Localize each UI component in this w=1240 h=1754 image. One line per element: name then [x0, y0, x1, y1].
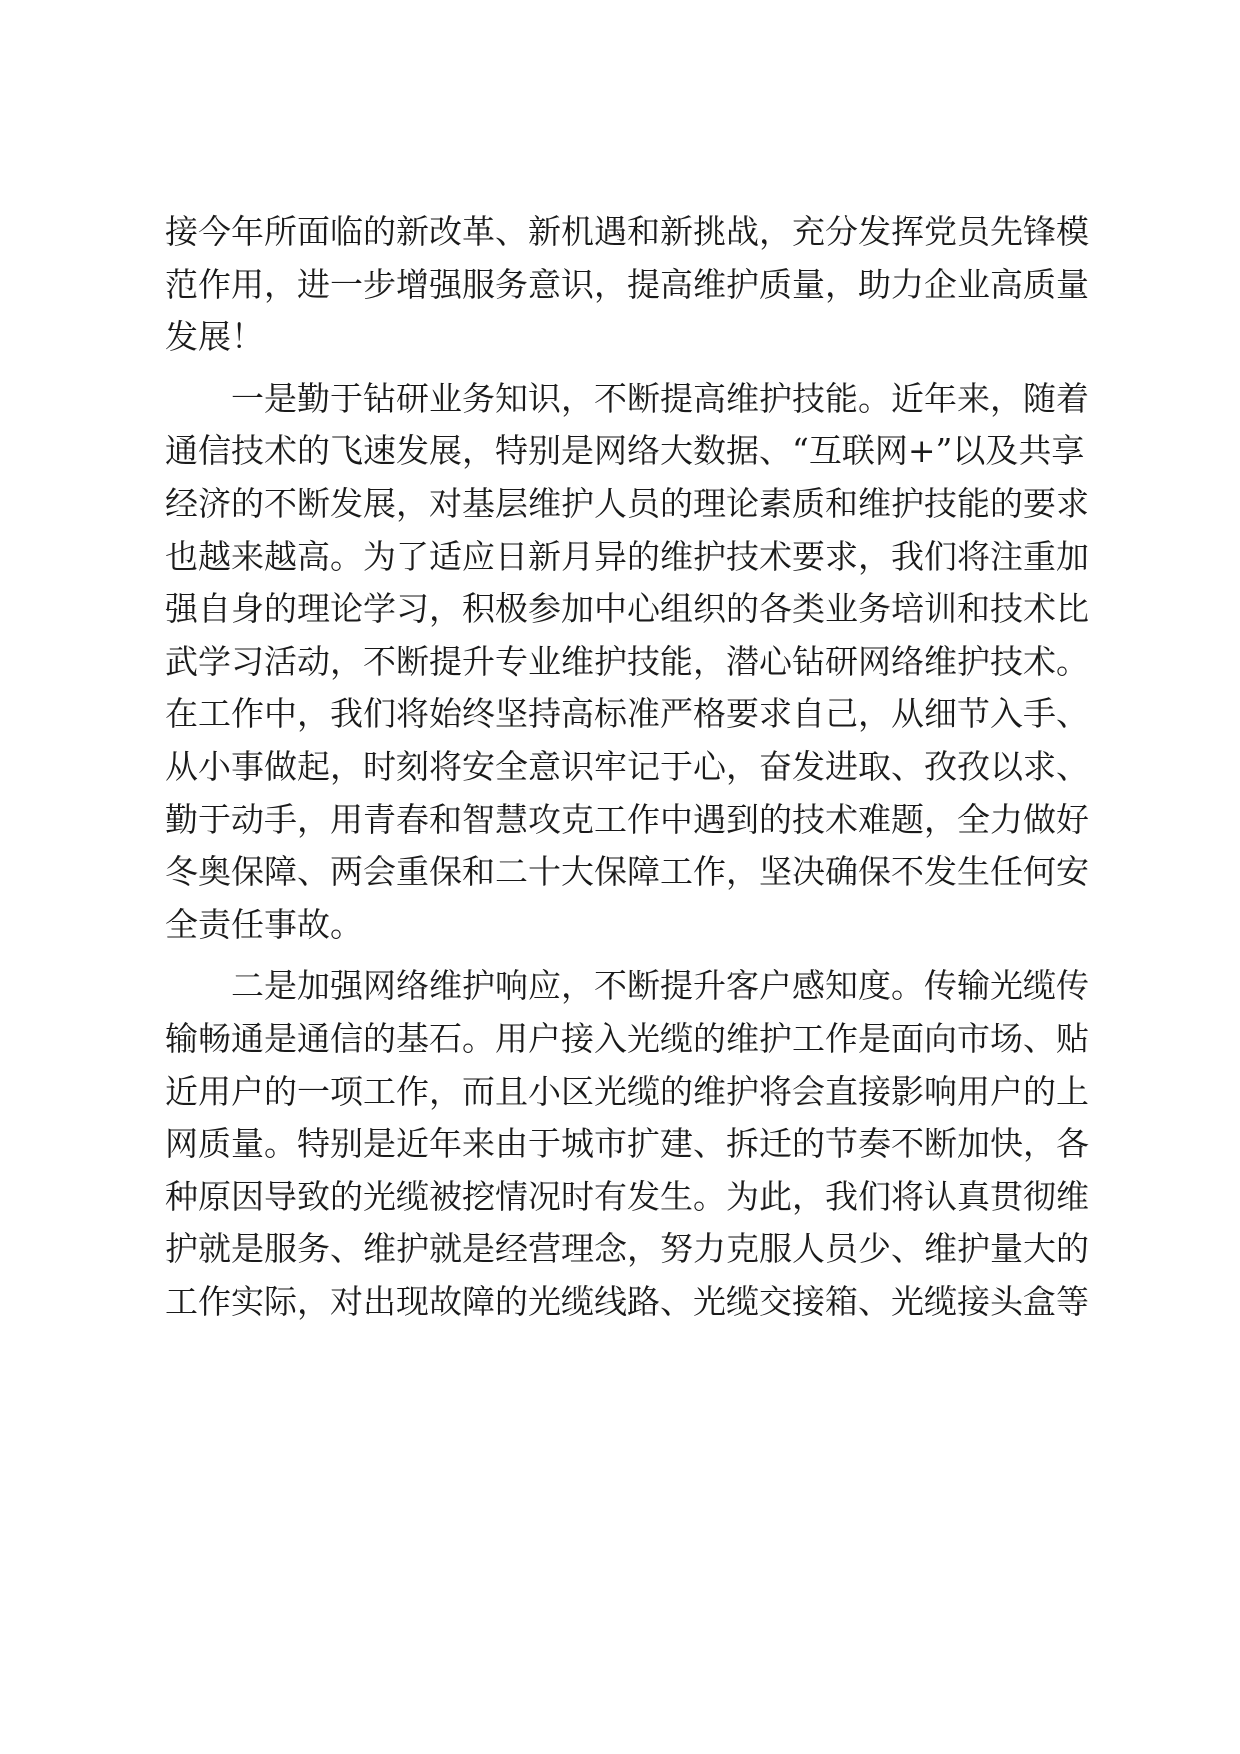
paragraph-point-two	[165, 960, 1089, 1328]
body-text	[165, 206, 1089, 1328]
text-line: 接今年所面临的新改革、新机遇和新挑战，充分发挥党员先锋模	[165, 212, 1089, 251]
text-line: 通信技术的飞速发展，特别是网络大数据、“互联网+”以及共享	[165, 431, 1085, 471]
text-line: 工作实际，对出现故障的光缆线路、光缆交接箱、光缆接头盒等	[165, 1281, 1089, 1321]
text-line: 一是勤于钻研业务知识，不断提高维护技能。近年来，随着	[231, 378, 1089, 418]
text-line: 武学习活动，不断提升专业维护技能，潜心钻研网络维护技术。	[165, 641, 1089, 681]
text-line: 护就是服务、维护就是经营理念，努力克服人员少、维护量大的	[165, 1229, 1089, 1269]
text-line: 范作用，进一步增强服务意识，提高维护质量，助力企业高质量	[165, 264, 1089, 304]
text-line: 二是加强网络维护响应，不断提升客户感知度。传输光缆传	[231, 966, 1089, 1006]
text-line: 冬奥保障、两会重保和二十大保障工作，坚决确保不发生任何安	[165, 852, 1089, 892]
text-line: 输畅通是通信的基石。用户接入光缆的维护工作是面向市场、贴	[165, 1018, 1089, 1058]
text-line: 从小事做起，时刻将安全意识牢记于心，奋发进取、孜孜以求、	[165, 746, 1089, 786]
text-line: 在工作中，我们将始终坚持高标准严格要求自己，从细节入手、	[165, 694, 1089, 734]
text-line: 强自身的理论学习，积极参加中心组织的各类业务培训和技术比	[165, 589, 1089, 629]
paragraph-point-one	[165, 373, 1089, 952]
text-line: 全责任事故。	[165, 904, 363, 944]
paragraph-continuation	[165, 206, 1089, 364]
text-line: 经济的不断发展，对基层维护人员的理论素质和维护技能的要求	[165, 483, 1089, 523]
text-line: 发展！	[165, 317, 264, 357]
text-line: 种原因导致的光缆被挖情况时有发生。为此，我们将认真贯彻维	[165, 1176, 1089, 1216]
text-line: 网质量。特别是近年来由于城市扩建、拆迁的节奏不断加快，各	[165, 1124, 1089, 1164]
text-line: 近用户的一项工作，而且小区光缆的维护将会直接影响用户的上	[165, 1071, 1089, 1111]
text-line: 勤于动手，用青春和智慧攻克工作中遇到的技术难题，全力做好	[165, 799, 1089, 839]
text-line: 也越来越高。为了适应日新月异的维护技术要求，我们将注重加	[165, 536, 1089, 576]
